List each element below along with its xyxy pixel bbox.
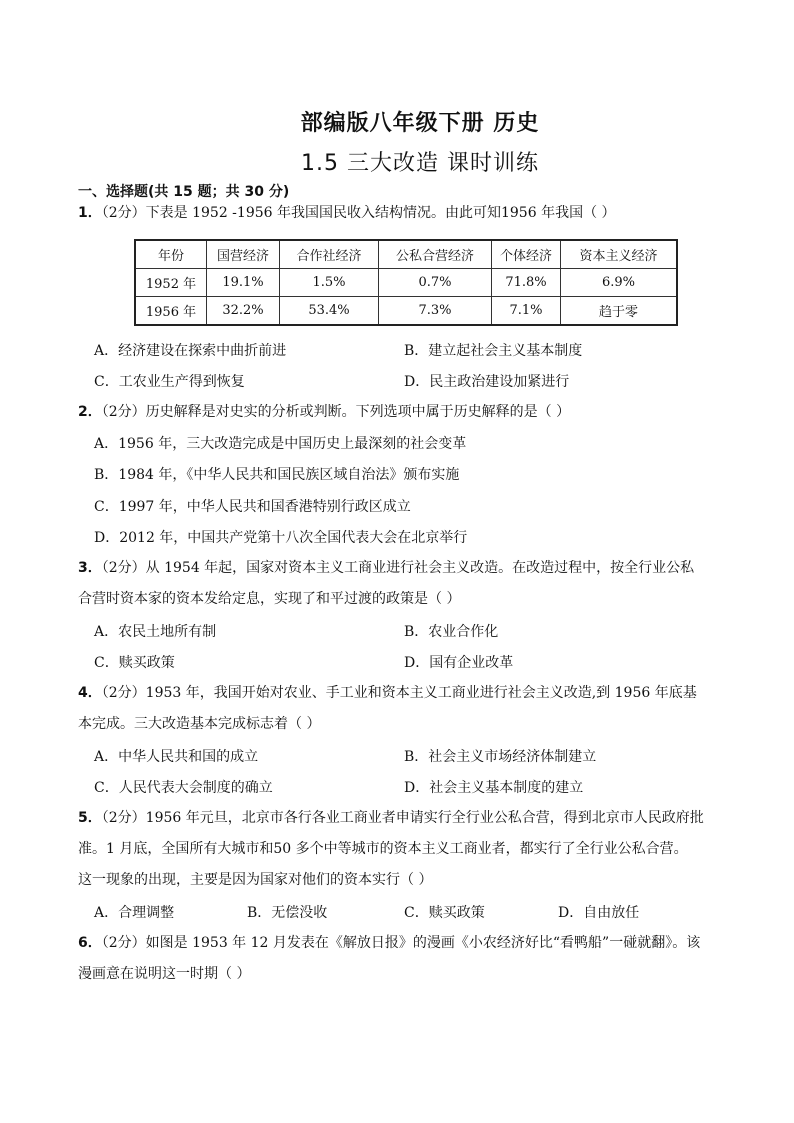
option-b[interactable]: B．无偿没收 bbox=[247, 905, 328, 921]
table-cell: 7.3% bbox=[379, 297, 492, 326]
income-structure-table bbox=[134, 239, 678, 326]
option-a[interactable]: A．中华人民共和国的成立 bbox=[94, 749, 259, 765]
table-cell: 32.2% bbox=[207, 297, 280, 326]
option-c[interactable]: C．人民代表大会制度的确立 bbox=[94, 780, 273, 796]
question-number: 2． bbox=[78, 404, 102, 420]
option-d[interactable]: D．国有企业改革 bbox=[404, 655, 514, 671]
question-text-line: （2分）1953 年，我国开始对农业、手工业和资本主义工商业进行社会主义改造,到 1956 年底基 bbox=[101, 685, 697, 701]
option-b[interactable]: B．社会主义市场经济体制建立 bbox=[404, 749, 597, 765]
question-3 bbox=[78, 553, 718, 615]
option-a[interactable]: A．经济建设在探索中曲折前进 bbox=[94, 343, 287, 359]
question-text-line: 本完成。三大改造基本完成标志着（ ） bbox=[78, 716, 321, 732]
question-text-line: 合营时资本家的资本发给定息，实现了和平过渡的政策是（ ） bbox=[78, 591, 461, 607]
table-cell: 1956 年 bbox=[135, 297, 207, 326]
option-a[interactable]: A．1956 年，三大改造完成是中国历史上最深刻的社会变革 bbox=[94, 436, 467, 452]
question-text-line: （2分）1956 年元旦，北京市各行各业工商业者申请实行全行业公私合营，得到北京市人民政府批 bbox=[101, 810, 704, 826]
table-header-cell: 资本主义经济 bbox=[561, 240, 678, 269]
question-text: （2分）历史解释是对史实的分析或判断。下列选项中属于历史解释的是（ ） bbox=[101, 404, 571, 420]
section-heading: 一、选择题(共 15 题；共 30 分) bbox=[78, 184, 290, 200]
option-d[interactable]: D．社会主义基本制度的建立 bbox=[404, 780, 584, 796]
question-number: 5． bbox=[78, 810, 102, 826]
table-cell: 71.8% bbox=[492, 269, 561, 297]
table-cell: 1.5% bbox=[280, 269, 379, 297]
question-text: （2分）下表是 1952 -1956 年我国国民收入结构情况。由此可知1956 年我国（ ） bbox=[101, 205, 616, 221]
table-header-cell: 个体经济 bbox=[492, 240, 561, 269]
option-c[interactable]: C．1997 年，中华人民共和国香港特别行政区成立 bbox=[94, 499, 411, 515]
table-cell: 53.4% bbox=[280, 297, 379, 326]
table-header-cell: 公私合营经济 bbox=[379, 240, 492, 269]
option-d[interactable]: D．民主政治建设加紧进行 bbox=[404, 374, 570, 390]
option-b[interactable]: B．农业合作化 bbox=[404, 624, 499, 640]
question-number: 6． bbox=[78, 935, 102, 951]
option-b[interactable]: B．建立起社会主义基本制度 bbox=[404, 343, 583, 359]
table-header-row bbox=[135, 240, 677, 269]
question-text-line: 准。1 月底，全国所有大城市和50 多个中等城市的资本主义工商业者，都实行了全行业公私合营。 bbox=[78, 841, 688, 857]
table-cell: 6.9% bbox=[561, 269, 678, 297]
question-2 bbox=[78, 397, 718, 428]
table-cell: 0.7% bbox=[379, 269, 492, 297]
option-c[interactable]: C．工农业生产得到恢复 bbox=[94, 374, 245, 390]
table-cell: 1952 年 bbox=[135, 269, 207, 297]
question-text-line: 这一现象的出现，主要是因为国家对他们的资本实行（ ） bbox=[78, 872, 433, 888]
page-subtitle: 1.5 三大改造 课时训练 bbox=[301, 151, 539, 176]
option-d[interactable]: D．2012 年，中国共产党第十八次全国代表大会在北京举行 bbox=[94, 530, 468, 546]
option-b[interactable]: B．1984 年，《中华人民共和国民族区域自治法》颁布实施 bbox=[94, 467, 460, 483]
table-row bbox=[135, 269, 677, 297]
question-1 bbox=[78, 198, 718, 229]
option-a[interactable]: A．农民土地所有制 bbox=[94, 624, 217, 640]
question-text-line: （2分）如图是 1953 年 12 月发表在《解放日报》的漫画《小农经济好比“看鸭船”一碰就翻》。该 bbox=[101, 935, 701, 951]
option-d[interactable]: D．自由放任 bbox=[558, 905, 640, 921]
option-c[interactable]: C．赎买政策 bbox=[94, 655, 175, 671]
question-text-line: （2分）从 1954 年起，国家对资本主义工商业进行社会主义改造。在改造过程中，按全行业公私 bbox=[101, 560, 695, 576]
question-4 bbox=[78, 678, 718, 740]
option-c[interactable]: C．赎买政策 bbox=[404, 905, 485, 921]
question-number: 1． bbox=[78, 205, 102, 221]
question-number: 3． bbox=[78, 560, 102, 576]
table-cell: 7.1% bbox=[492, 297, 561, 326]
table-cell: 趋于零 bbox=[561, 297, 678, 326]
question-6 bbox=[78, 928, 718, 990]
question-number: 4． bbox=[78, 685, 102, 701]
table-header-cell: 国营经济 bbox=[207, 240, 280, 269]
question-text-line: 漫画意在说明这一时期（ ） bbox=[78, 966, 251, 982]
table-cell: 19.1% bbox=[207, 269, 280, 297]
table-header-cell: 年份 bbox=[135, 240, 207, 269]
option-a[interactable]: A．合理调整 bbox=[94, 905, 175, 921]
table-header-cell: 合作社经济 bbox=[280, 240, 379, 269]
table-row bbox=[135, 297, 677, 326]
question-5 bbox=[78, 803, 718, 896]
page-title: 部编版八年级下册 历史 bbox=[300, 111, 540, 136]
